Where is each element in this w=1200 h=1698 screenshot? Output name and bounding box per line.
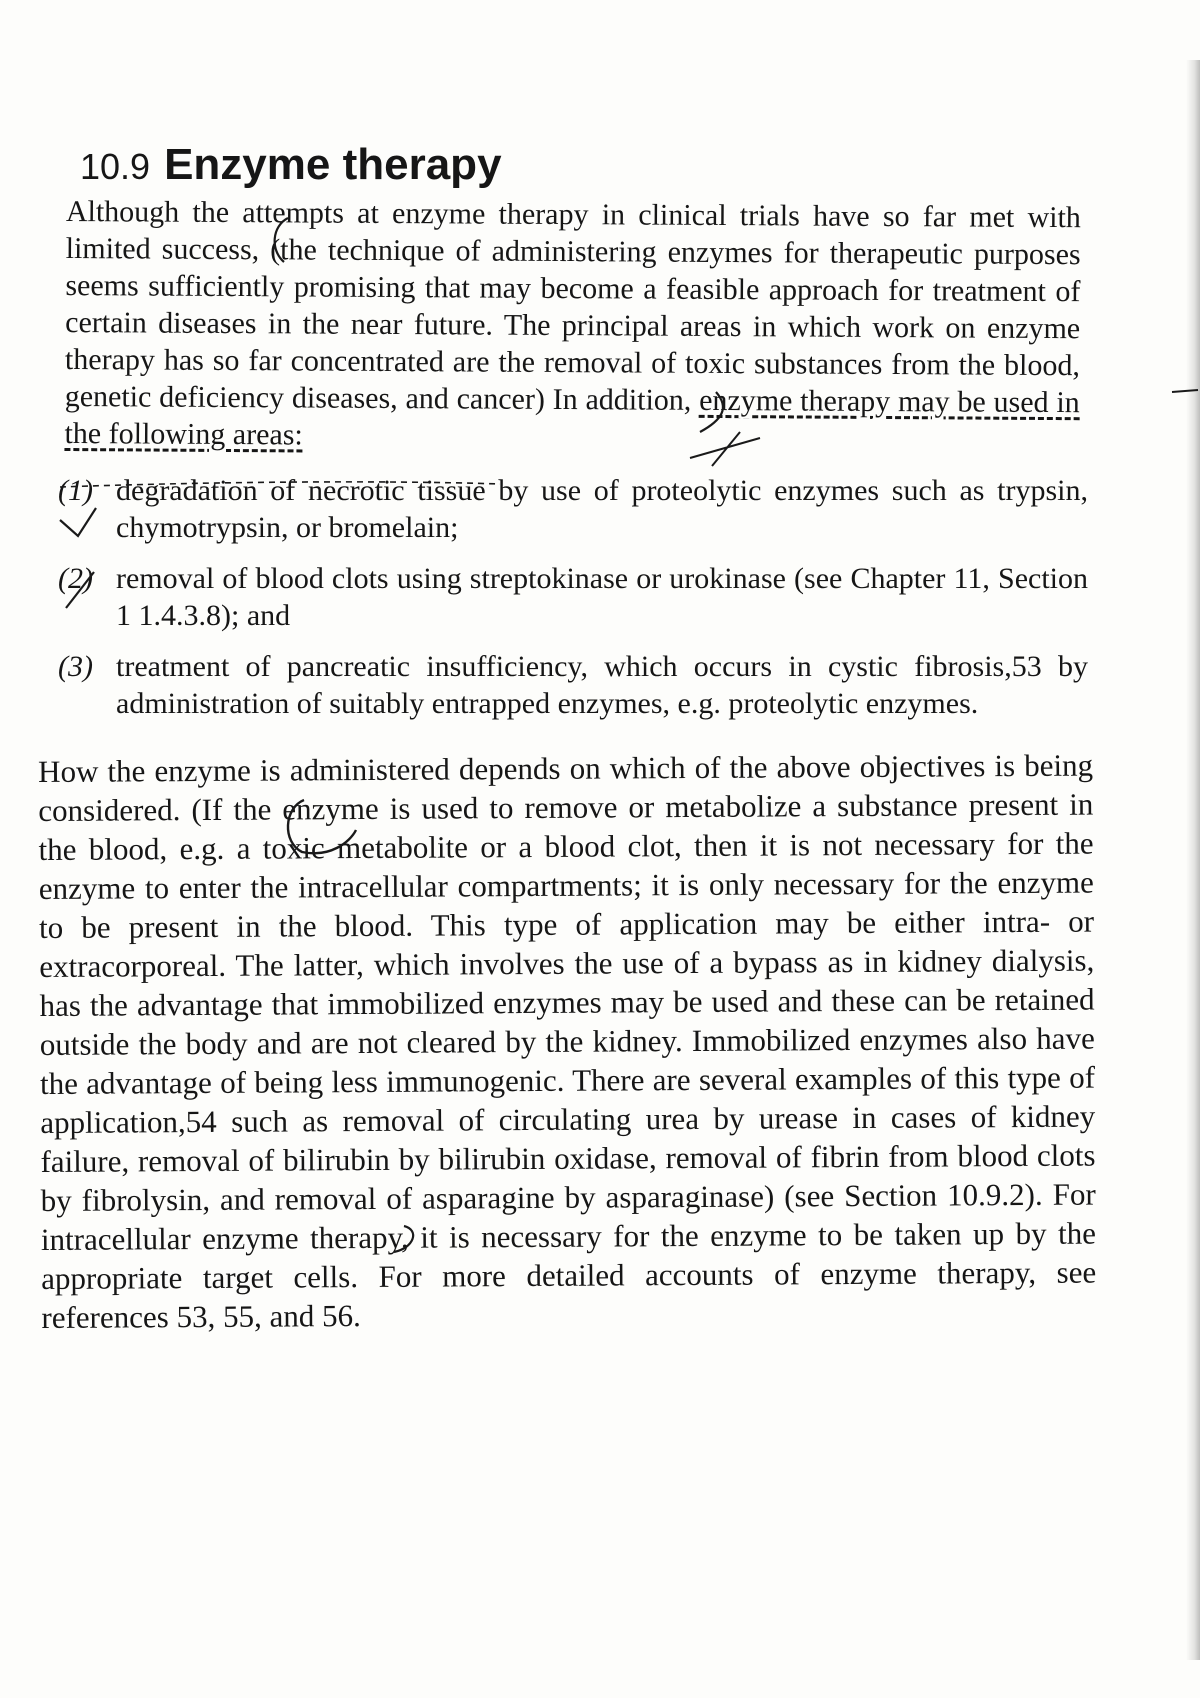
list-item [58, 472, 1088, 546]
list-item [58, 560, 1088, 634]
list-item [58, 648, 1088, 722]
section-number: 10.9 [80, 146, 151, 187]
intro-paragraph [64, 193, 1081, 458]
scan-shadow-edge [1186, 60, 1200, 1660]
main-paragraph: How the enzyme is administered depends on which of the above objectives is being considered. (If the enzyme is used to remove or metabolize a substance present in the blood, e.g. a toxic metabolite or a blood clot, then it is not necessary for the enzyme to enter the intracellular compartments; it is only necessary for the enzyme to be present in the blood. This type of application may be either intra- or extracorporeal. The latter, which involves the use of a bypass as in kidney dialysis, has the advantage that immobilized enzymes may be used and these can be retained outside the body and are not cleared by the kidney. Immobilized enzymes also have the advantage of being less immunogenic. There are several examples of this type of application,54 such as removal of circulating urea by urease in cases of kidney failure, removal of bilirubin by bilirubin oxidase, removal of fibrin from blood clots by fibrolysin, and removal of asparagine by asparaginase) (see Section 10.9.2). For intracellular enzyme therapy, it is necessary for the enzyme to be taken up by the appropriate target cells. For more detailed accounts of enzyme therapy, see references 53, 55, and 56. [38, 747, 1097, 1335]
list-marker: (2) [58, 562, 93, 595]
section-title: Enzyme therapy [164, 140, 502, 189]
intro-text: Although the attempts at enzyme therapy in clinical trials have so far met with limited success, (the technique of administering enzymes for therapeutic purposes seems sufficiently promising that may become a feasible approach for treatment of certain diseases in the near future. The principal areas in which work on enzyme therapy has so far concentrated are the removal of toxic substances from the blood, genetic deficiency diseases, and cancer) In addition, [64, 194, 1081, 417]
list-item-text: treatment of pancreatic insufficiency, which occurs in cystic fibrosis,53 by administration of suitably entrapped enzymes, e.g. proteolytic enzymes. [116, 650, 1088, 720]
section-heading [80, 140, 502, 190]
list-item-text: degradation of necrotic tissue by use of proteolytic enzymes such as trypsin, chymotrypsin, or bromelain; [116, 474, 1088, 544]
list-item-text: removal of blood clots using streptokinase or urokinase (see Chapter 11, Section 1 1.4.3.8); and [116, 562, 1088, 632]
list-marker: (3) [58, 650, 93, 683]
intro-underlined-text: enzyme therapy may be used in the following areas: [64, 383, 1080, 452]
application-list [58, 472, 1088, 736]
list-marker: (1) [58, 474, 93, 507]
